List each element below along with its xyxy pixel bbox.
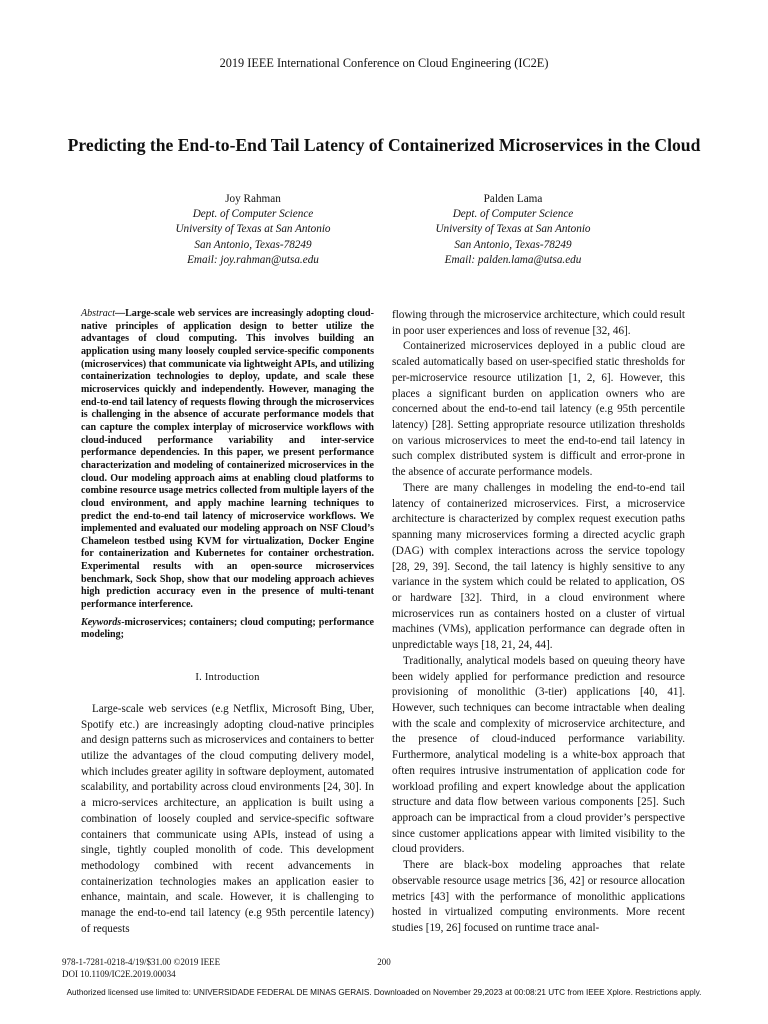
keywords xyxy=(81,617,374,642)
paragraph: Containerized microservices deployed in a public cloud are scaled automatically based on user-specified static thresholds for per-microservice resource utilization [1, 2, 6]. However, this places a significant burden on application owners who are concerned about the end-to-end tail latency (e.g 95th percentile latency) [28]. Setting appropriate resource utilization thresholds on various microservices to meet the end-to-end tail latency in such complex distributed system is difficult and error-prone in the absence of accurate performance models. xyxy=(392,340,685,479)
author-name: Joy Rahman xyxy=(225,193,281,205)
isbn-line: 978-1-7281-0218-4/19/$31.00 ©2019 IEEE xyxy=(62,957,221,967)
author-univ: University of Texas at San Antonio xyxy=(435,223,591,236)
license-notice: Authorized licensed use limited to: UNIVERSIDADE FEDERAL DE MINAS GERAIS. Downloaded on November 29,2023 at 00:08:21 UTC from IEEE Xplore. Restrictions apply. xyxy=(66,988,702,997)
abstract xyxy=(81,308,374,612)
paper-title: Predicting the End-to-End Tail Latency of Containerized Microservices in the Cloud xyxy=(67,135,701,155)
author-block-2 xyxy=(363,192,663,268)
author-city: San Antonio, Texas-78249 xyxy=(194,238,312,251)
keywords-text: -microservices; containers; cloud computing; performance modeling; xyxy=(81,616,374,641)
right-column xyxy=(392,308,685,937)
keywords-label: Keywords xyxy=(81,616,122,628)
author-email: Email: joy.rahman@utsa.edu xyxy=(187,253,319,266)
left-column xyxy=(81,308,374,938)
intro-paragraph: Large-scale web services (e.g Netflix, Microsoft Bing, Uber, Spotify etc.) are increasingly adopting cloud-native principles and design patterns such as microservices and containers to better utilize the advantages of the cloud computing delivery model, which includes greater agility in software deployment, automated scalability, and portability across cloud environments [24, 30]. In a micro-services architecture, an application is built using a combination of loosely coupled and service-specific software containers that communicate using APIs, instead of using a single, tightly coupled monolith of code. This development methodology combined with recent advancements in containerization technologies makes an application easier to enhance, maintain, and scale. However, it is challenging to manage the end-to-end tail latency (e.g 95th percentile latency) of requests xyxy=(81,702,374,935)
author-block-1 xyxy=(103,192,403,268)
author-dept: Dept. of Computer Science xyxy=(192,208,314,221)
author-city: San Antonio, Texas-78249 xyxy=(454,238,572,251)
doi-line: DOI 10.1109/IC2E.2019.00034 xyxy=(62,968,176,979)
abstract-text: —Large-scale web services are increasingly adopting cloud-native principles of application design to better utilize the advantages of cloud computing. This involves building an application using many loosely coupled service-specific components (microservices) that communicate via lightweight APIs, and utilizing containerization technologies to deploy, update, and scale these microservices quickly and independently. However, managing the end-to-end tail latency of requests flowing through the microservices is challenging in the absence of accurate performance models that can capture the complex interplay of microservice workflows with cloud-induced performance variability and inter-service performance dependencies. In this paper, we present performance characterization and modeling of containerized microservices in the cloud. Our modeling approach aims at enabling cloud platforms to combine resource usage metrics collected from multiple layers of the cloud environment, and apply machine learning techniques to predict the end-to-end tail latency of microservice workflows. We implemented and evaluated our modeling approach on NSF Cloud’s Chameleon testbed using KVM for virtualization, Docker Engine for containerization and Kubernetes for container orchestration. Experimental results with an open-source microservices benchmark, Sock Shop, show that our modeling approach achieves high prediction accuracy even in the presence of multi-tenant performance interference. xyxy=(81,308,375,611)
paragraph: Traditionally, analytical models based on queuing theory have been widely applied for performance prediction and resource provisioning of monolithic (3-tier) applications [40, 41]. However, such techniques can become intractable when dealing with the scale and complexity of microservice architecture, and the presence of cloud-induced performance variability. Furthermore, analytical modeling is a white-box approach that often requires intrusive instrumentation of application code for workload profiling and expert knowledge about the application structure and data flow between various components [25]. Such approach can be impractical from a cloud provider’s perspective since customer applications appear with limited visibility to the cloud providers. xyxy=(392,654,685,856)
abstract-label: Abstract xyxy=(81,308,116,319)
page-number: 200 xyxy=(377,957,391,967)
paragraph: flowing through the microservice architecture, which could result in poor user experiences and loss of revenue [32, 46]. xyxy=(392,309,685,337)
paragraph: There are many challenges in modeling the end-to-end tail latency of containerized microservices. First, a microservice architecture is characterized by complex request execution paths spanning many microservices forming a directed acyclic graph (DAG) with complex interactions across the service topology [28, 29, 39]. Second, the tail latency is highly sensitive to any variance in the system which could be related to application, OS or hardware [32]. Third, in a cloud environment where microservices run as containers hosted on a cluster of virtual machines (VMs), application performance can degrade often in unpredictable ways [18, 21, 24, 44]. xyxy=(392,481,685,652)
author-univ: University of Texas at San Antonio xyxy=(175,223,331,236)
paragraph: There are black-box modeling approaches that relate observable resource usage metrics [36, 42] or resource allocation metrics [43] with the performance of monolithic applications hosted in virtualized computing environments. More recent studies [19, 26] focused on runtime trace anal- xyxy=(392,859,685,935)
author-name: Palden Lama xyxy=(483,193,543,205)
conference-header: 2019 IEEE International Conference on Cloud Engineering (IC2E) xyxy=(219,56,549,70)
author-dept: Dept. of Computer Science xyxy=(452,208,574,221)
section-heading: I. Introduction xyxy=(195,672,260,684)
author-email: Email: palden.lama@utsa.edu xyxy=(444,253,582,266)
